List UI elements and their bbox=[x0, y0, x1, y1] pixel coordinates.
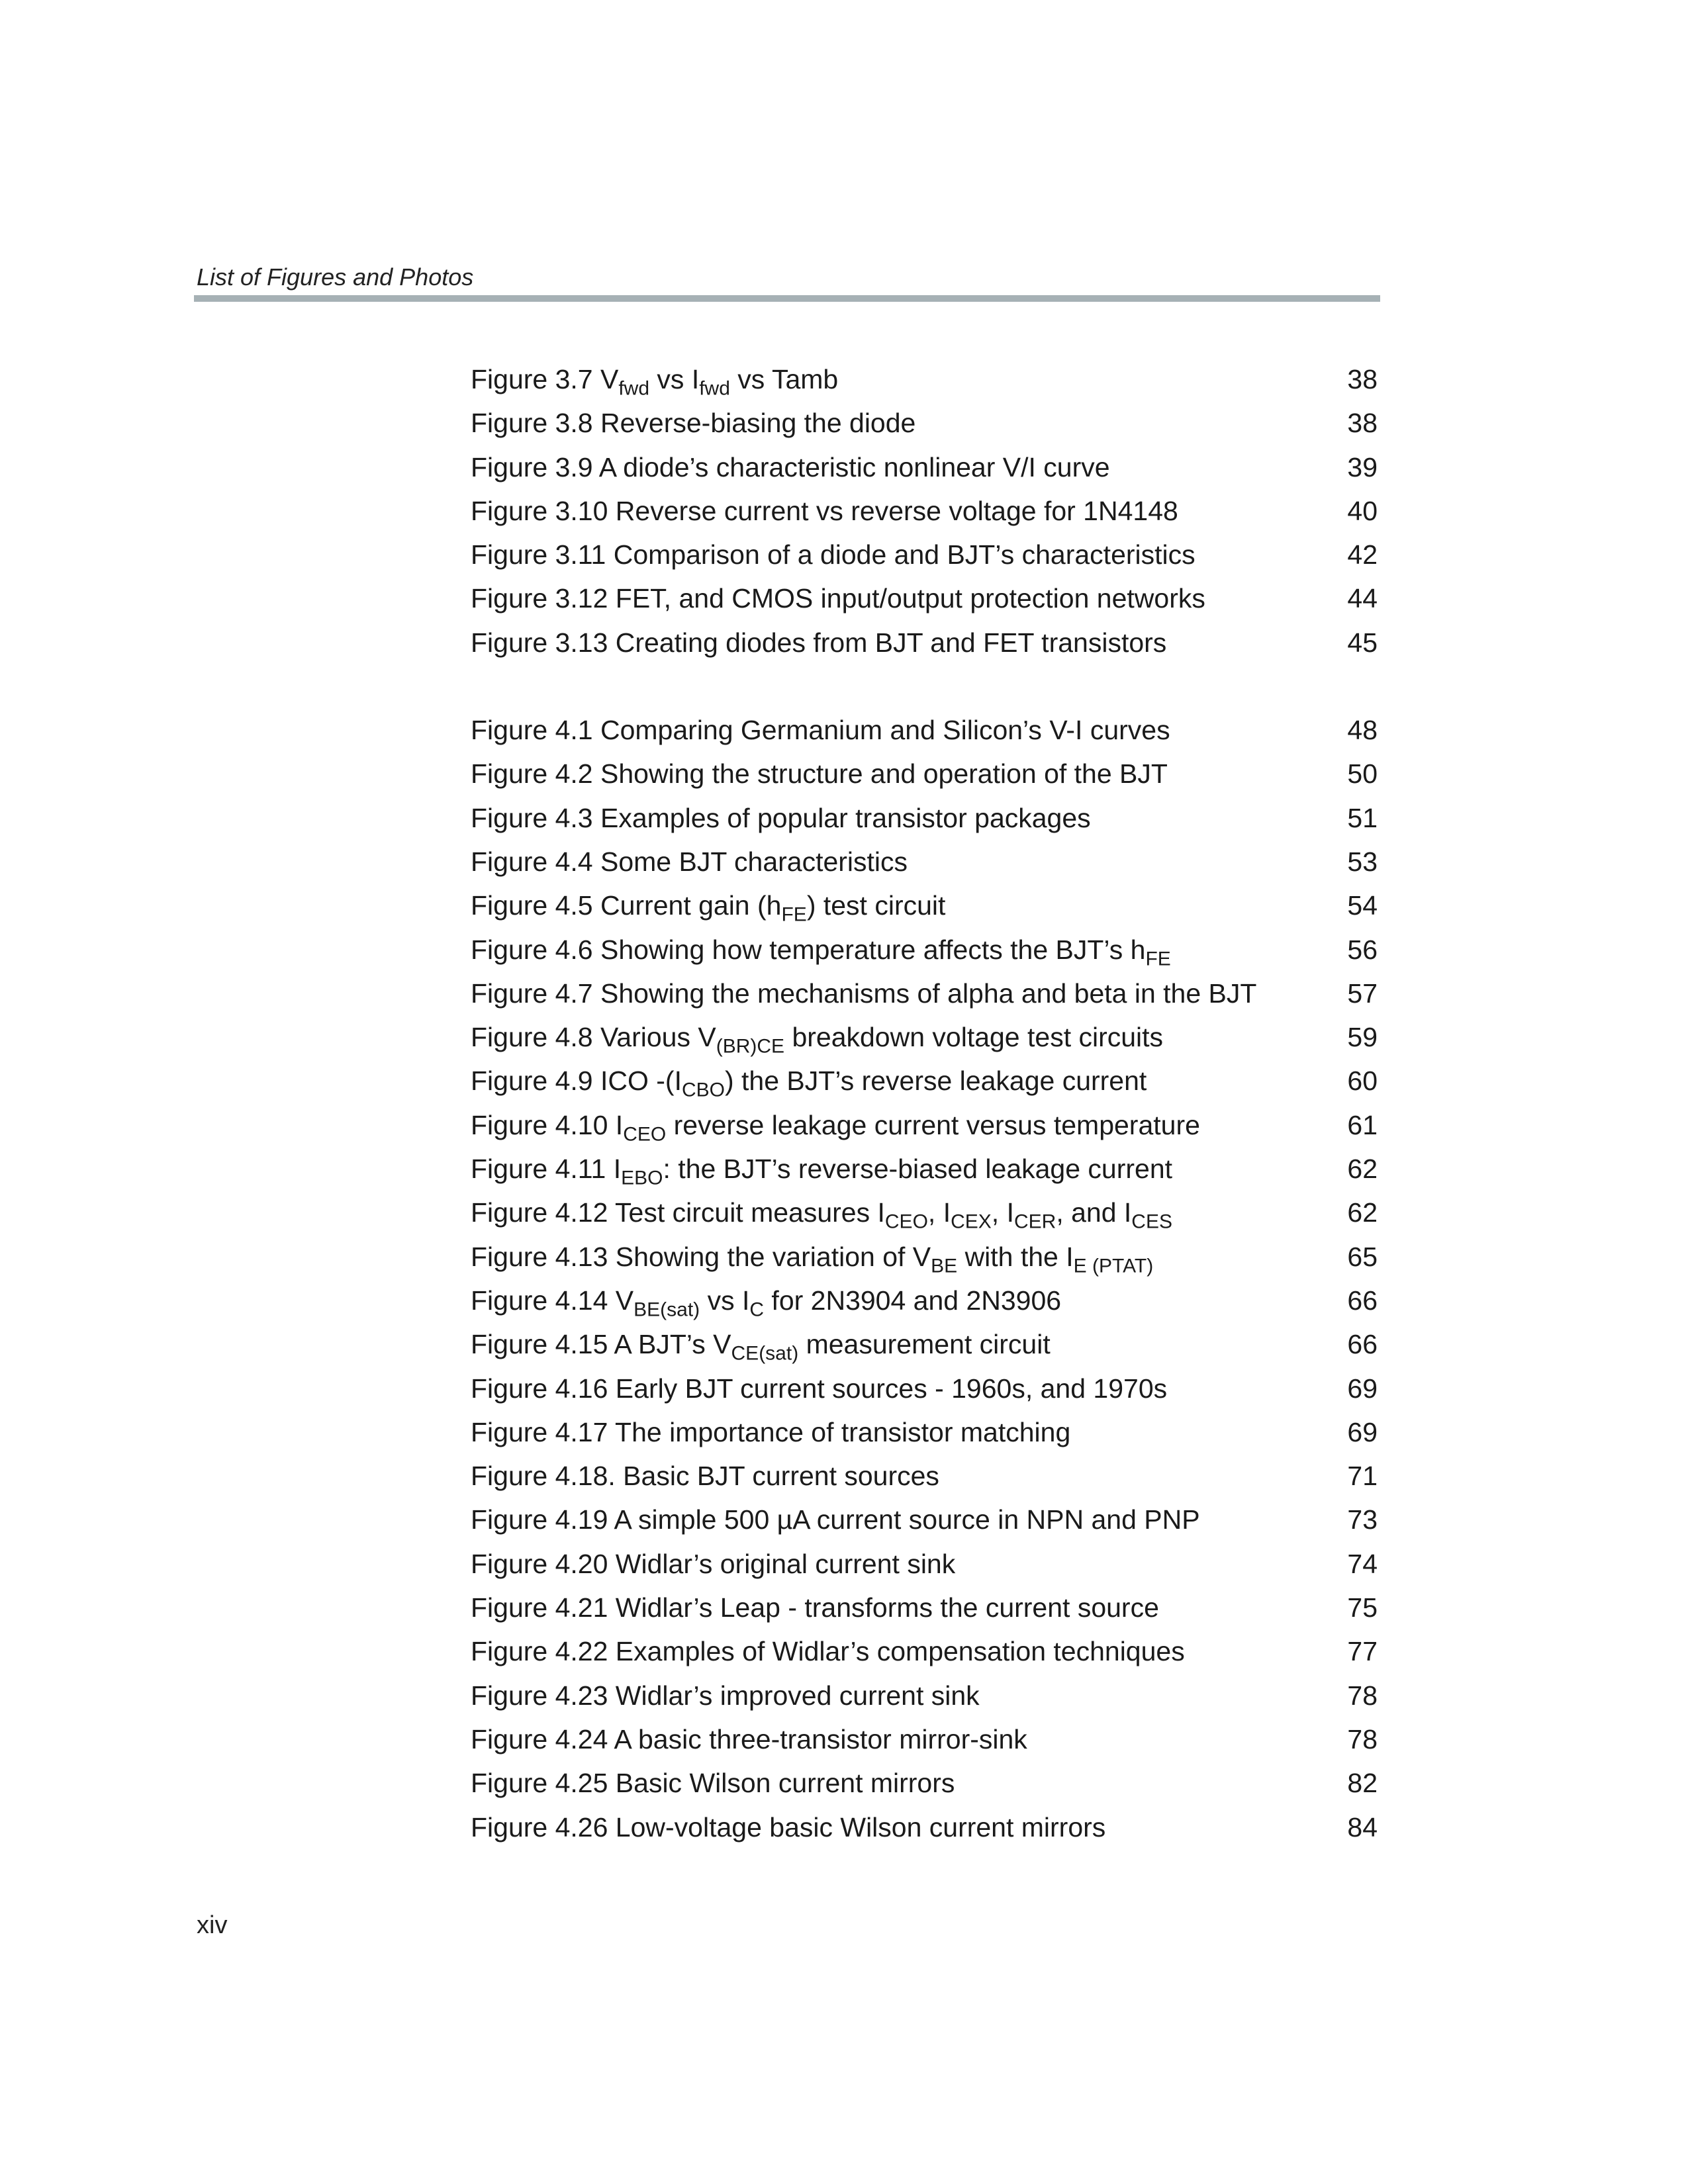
title-text: vs I bbox=[700, 1285, 750, 1316]
title-text: Figure 4.1 Comparing Germanium and Silicon’s V-I curves bbox=[471, 715, 1170, 746]
running-head: List of Figures and Photos bbox=[197, 263, 474, 291]
title-text: Figure 4.17 The importance of transistor matching bbox=[471, 1416, 1071, 1447]
subscript-text: CEX bbox=[951, 1210, 992, 1233]
title-text: Figure 4.2 Showing the structure and operation of the BJT bbox=[471, 758, 1168, 790]
toc-entry-title bbox=[471, 1717, 1027, 1761]
toc-entry-title bbox=[471, 1015, 1163, 1059]
toc-entry-page: 60 bbox=[1347, 1066, 1378, 1097]
toc-entry-page: 65 bbox=[1347, 1241, 1378, 1272]
toc-entry-title bbox=[471, 489, 1178, 533]
toc-entry-page: 84 bbox=[1347, 1811, 1378, 1843]
title-text: Figure 3.10 Reverse current vs reverse voltage for 1N4148 bbox=[471, 495, 1178, 526]
figure-list bbox=[471, 357, 1378, 1849]
toc-entry[interactable] bbox=[471, 489, 1378, 533]
title-text: Figure 4.18. Basic BJT current sources bbox=[471, 1461, 939, 1492]
toc-entry-page: 39 bbox=[1347, 451, 1378, 482]
title-text: Figure 4.19 A simple 500 µA current source in NPN and PNP bbox=[471, 1504, 1200, 1535]
toc-entry[interactable] bbox=[471, 1147, 1378, 1191]
title-text: Figure 4.6 Showing how temperature affects the BJT’s h bbox=[471, 934, 1146, 965]
toc-entry-title bbox=[471, 708, 1170, 752]
subscript-text: BE(sat) bbox=[633, 1298, 700, 1321]
toc-entry-page: 74 bbox=[1347, 1548, 1378, 1579]
title-text: with the I bbox=[957, 1241, 1074, 1272]
subscript-text: CEO bbox=[884, 1210, 928, 1233]
toc-entry-page: 77 bbox=[1347, 1636, 1378, 1667]
toc-entry[interactable] bbox=[471, 1059, 1378, 1103]
toc-entry-title bbox=[471, 1367, 1167, 1410]
subscript-text: fwd bbox=[699, 377, 730, 400]
toc-entry[interactable] bbox=[471, 533, 1378, 576]
toc-entry-title bbox=[471, 1498, 1200, 1541]
toc-entry-page: 42 bbox=[1347, 539, 1378, 570]
subscript-text: CES bbox=[1131, 1210, 1172, 1233]
title-text: , I bbox=[927, 1197, 951, 1228]
toc-entry[interactable] bbox=[471, 621, 1378, 664]
title-text: Figure 4.4 Some BJT characteristics bbox=[471, 846, 908, 877]
toc-entry[interactable] bbox=[471, 1367, 1378, 1410]
subscript-text: E (PTAT) bbox=[1073, 1255, 1154, 1277]
toc-entry-title bbox=[471, 1586, 1159, 1629]
title-text: Figure 4.9 ICO -(I bbox=[471, 1066, 682, 1097]
title-text: Figure 4.15 A BJT’s V bbox=[471, 1329, 731, 1360]
toc-entry[interactable] bbox=[471, 576, 1378, 620]
title-text: : the BJT’s reverse-biased leakage current bbox=[663, 1154, 1173, 1185]
toc-entry[interactable] bbox=[471, 1674, 1378, 1717]
toc-entry-title bbox=[471, 1279, 1061, 1322]
toc-entry-page: 48 bbox=[1347, 715, 1378, 746]
subscript-text: CER bbox=[1013, 1210, 1056, 1233]
title-text: Figure 4.11 I bbox=[471, 1154, 622, 1185]
toc-entry[interactable] bbox=[471, 928, 1378, 972]
figure-list-section bbox=[471, 708, 1378, 1849]
toc-entry[interactable] bbox=[471, 1717, 1378, 1761]
title-text: Figure 4.16 Early BJT current sources - 1960s, and 1970s bbox=[471, 1373, 1168, 1404]
toc-entry[interactable] bbox=[471, 972, 1378, 1015]
toc-entry-page: 53 bbox=[1347, 846, 1378, 877]
title-text: measurement circuit bbox=[798, 1329, 1051, 1360]
title-text: vs Tamb bbox=[729, 364, 839, 394]
toc-entry[interactable] bbox=[471, 1805, 1378, 1849]
toc-entry[interactable] bbox=[471, 1191, 1378, 1234]
toc-entry-page: 82 bbox=[1347, 1768, 1378, 1799]
toc-entry-page: 75 bbox=[1347, 1592, 1378, 1623]
title-text: Figure 4.23 Widlar’s improved current sink bbox=[471, 1680, 980, 1711]
title-text: Figure 4.14 V bbox=[471, 1285, 634, 1316]
toc-entry[interactable] bbox=[471, 1322, 1378, 1366]
toc-entry-page: 62 bbox=[1347, 1154, 1378, 1185]
toc-entry-title bbox=[471, 928, 1171, 972]
title-text: Figure 3.9 A diode’s characteristic nonlinear V/I curve bbox=[471, 451, 1110, 482]
title-text: Figure 4.5 Current gain (h bbox=[471, 890, 782, 921]
title-text: Figure 4.24 A basic three-transistor mirror-sink bbox=[471, 1723, 1027, 1754]
toc-entry[interactable] bbox=[471, 1454, 1378, 1498]
toc-entry-page: 38 bbox=[1347, 408, 1378, 439]
toc-entry-title bbox=[471, 1322, 1051, 1366]
toc-entry-title bbox=[471, 1235, 1153, 1279]
toc-entry[interactable] bbox=[471, 1410, 1378, 1454]
subscript-text: fwd bbox=[618, 377, 650, 400]
toc-entry-title bbox=[471, 1674, 980, 1717]
toc-entry[interactable] bbox=[471, 1279, 1378, 1322]
toc-entry-title bbox=[471, 357, 838, 401]
toc-entry-title bbox=[471, 796, 1091, 840]
title-text: ) test circuit bbox=[806, 890, 946, 921]
toc-entry[interactable] bbox=[471, 357, 1378, 401]
toc-entry-page: 78 bbox=[1347, 1680, 1378, 1711]
toc-entry-page: 50 bbox=[1347, 758, 1378, 790]
title-text: Figure 4.8 Various V bbox=[471, 1022, 716, 1053]
title-text: Figure 4.3 Examples of popular transistor packages bbox=[471, 802, 1091, 833]
toc-entry[interactable] bbox=[471, 1235, 1378, 1279]
title-text: Figure 4.25 Basic Wilson current mirrors bbox=[471, 1768, 955, 1799]
title-text: Figure 4.13 Showing the variation of V bbox=[471, 1241, 931, 1272]
title-text: , I bbox=[991, 1197, 1014, 1228]
toc-entry[interactable] bbox=[471, 1629, 1378, 1673]
toc-entry-page: 45 bbox=[1347, 627, 1378, 658]
figure-list-section bbox=[471, 357, 1378, 664]
toc-entry-page: 69 bbox=[1347, 1416, 1378, 1447]
title-text: Figure 3.12 FET, and CMOS input/output protection networks bbox=[471, 583, 1205, 614]
toc-entry-page: 57 bbox=[1347, 978, 1378, 1009]
title-text: Figure 4.20 Widlar’s original current sink bbox=[471, 1548, 956, 1579]
toc-entry-page: 71 bbox=[1347, 1461, 1378, 1492]
title-text: Figure 4.10 I bbox=[471, 1109, 624, 1140]
toc-entry-page: 66 bbox=[1347, 1329, 1378, 1360]
toc-entry-title bbox=[471, 752, 1168, 796]
title-text: Figure 3.8 Reverse-biasing the diode bbox=[471, 408, 916, 439]
title-text: Figure 4.22 Examples of Widlar’s compensation techniques bbox=[471, 1636, 1185, 1667]
toc-entry[interactable] bbox=[471, 1586, 1378, 1629]
toc-entry-page: 38 bbox=[1347, 364, 1378, 394]
toc-entry-page: 44 bbox=[1347, 583, 1378, 614]
toc-entry-page: 61 bbox=[1347, 1109, 1378, 1140]
toc-entry-title bbox=[471, 972, 1256, 1015]
toc-entry[interactable] bbox=[471, 840, 1378, 884]
toc-entry-page: 56 bbox=[1347, 934, 1378, 965]
title-text: Figure 4.12 Test circuit measures I bbox=[471, 1197, 885, 1228]
toc-entry[interactable] bbox=[471, 1015, 1378, 1059]
toc-entry-title bbox=[471, 1147, 1172, 1191]
title-text: Figure 3.13 Creating diodes from BJT and FET transistors bbox=[471, 627, 1167, 658]
toc-entry-page: 40 bbox=[1347, 495, 1378, 526]
title-text: Figure 3.7 V bbox=[471, 364, 619, 394]
toc-entry-page: 78 bbox=[1347, 1723, 1378, 1754]
toc-entry[interactable] bbox=[471, 1542, 1378, 1586]
subscript-text: CBO bbox=[681, 1079, 725, 1102]
toc-entry-title bbox=[471, 1542, 955, 1586]
toc-entry[interactable] bbox=[471, 1761, 1378, 1805]
subscript-text: FE bbox=[1145, 948, 1171, 970]
toc-entry-title bbox=[471, 1761, 955, 1805]
toc-entry-title bbox=[471, 401, 915, 445]
title-text: breakdown voltage test circuits bbox=[784, 1022, 1164, 1053]
toc-entry-title bbox=[471, 621, 1166, 664]
toc-entry-page: 59 bbox=[1347, 1022, 1378, 1053]
toc-entry-title bbox=[471, 884, 945, 927]
title-text: vs I bbox=[649, 364, 700, 394]
toc-entry-title bbox=[471, 1410, 1070, 1454]
toc-entry-title bbox=[471, 1454, 939, 1498]
toc-entry-title bbox=[471, 445, 1110, 489]
title-text: Figure 3.11 Comparison of a diode and BJT’s characteristics bbox=[471, 539, 1196, 570]
toc-entry-title bbox=[471, 533, 1196, 576]
title-text: , and I bbox=[1056, 1197, 1132, 1228]
subscript-text: C bbox=[749, 1298, 765, 1321]
toc-entry-page: 51 bbox=[1347, 802, 1378, 833]
toc-entry[interactable] bbox=[471, 445, 1378, 489]
title-text: for 2N3904 and 2N3906 bbox=[764, 1285, 1062, 1316]
title-text: reverse leakage current versus temperature bbox=[666, 1109, 1200, 1140]
title-text: ) the BJT’s reverse leakage current bbox=[725, 1066, 1147, 1097]
page-number: xiv bbox=[197, 1911, 228, 1939]
toc-entry[interactable] bbox=[471, 708, 1378, 752]
header-rule bbox=[194, 295, 1380, 302]
title-text: Figure 4.21 Widlar’s Leap - transforms the current source bbox=[471, 1592, 1159, 1623]
toc-entry-title bbox=[471, 1629, 1185, 1673]
toc-entry-title bbox=[471, 1805, 1105, 1849]
toc-entry-page: 69 bbox=[1347, 1373, 1378, 1404]
subscript-text: (BR)CE bbox=[716, 1035, 785, 1058]
toc-entry-page: 62 bbox=[1347, 1197, 1378, 1228]
toc-entry-page: 54 bbox=[1347, 890, 1378, 921]
subscript-text: CE(sat) bbox=[731, 1342, 799, 1365]
toc-entry[interactable] bbox=[471, 401, 1378, 445]
toc-entry-title bbox=[471, 1191, 1172, 1234]
toc-entry-page: 66 bbox=[1347, 1285, 1378, 1316]
subscript-text: BE bbox=[931, 1255, 958, 1277]
toc-entry-title bbox=[471, 1059, 1147, 1103]
toc-entry[interactable] bbox=[471, 796, 1378, 840]
subscript-text: EBO bbox=[621, 1167, 663, 1189]
toc-entry-page: 73 bbox=[1347, 1504, 1378, 1535]
toc-entry[interactable] bbox=[471, 884, 1378, 927]
title-text: Figure 4.26 Low-voltage basic Wilson current mirrors bbox=[471, 1811, 1106, 1843]
toc-entry-title bbox=[471, 840, 908, 884]
title-text: Figure 4.7 Showing the mechanisms of alpha and beta in the BJT bbox=[471, 978, 1257, 1009]
toc-entry-title bbox=[471, 1103, 1200, 1147]
subscript-text: FE bbox=[781, 903, 807, 926]
toc-entry[interactable] bbox=[471, 1103, 1378, 1147]
subscript-text: CEO bbox=[623, 1123, 667, 1146]
toc-entry[interactable] bbox=[471, 752, 1378, 796]
toc-entry-title bbox=[471, 576, 1205, 620]
toc-entry[interactable] bbox=[471, 1498, 1378, 1541]
